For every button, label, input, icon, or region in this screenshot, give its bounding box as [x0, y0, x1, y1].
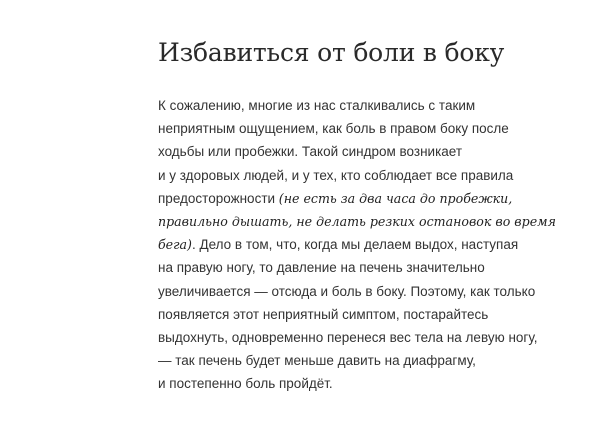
italic-text: бега)	[158, 237, 192, 253]
text-segment: — так печень будет меньше давить на диафрагму,	[158, 353, 476, 369]
italic-text: правильно дышать, не делать резких остановок во время	[158, 214, 556, 230]
paragraph-line	[158, 94, 588, 117]
paragraph-line	[158, 164, 588, 187]
article-title: Избавиться от боли в боку	[158, 38, 505, 67]
paragraph-line	[158, 117, 588, 140]
text-segment: и постепенно боль пройдёт.	[158, 376, 333, 392]
paragraph-line	[158, 326, 588, 349]
text-segment: предосторожности	[158, 190, 279, 206]
text-segment: ходьбы или пробежки. Такой синдром возникает	[158, 144, 463, 160]
text-segment: на правую ногу, то давление на печень значительно	[158, 260, 485, 276]
article	[158, 36, 588, 392]
paragraph-line	[158, 303, 588, 326]
text-segment: К сожалению, многие из нас сталкивались с таким	[158, 98, 476, 113]
paragraph-line	[158, 187, 588, 210]
text-segment: и у здоровых людей, и у тех, кто соблюдает все правила	[158, 167, 514, 183]
paragraph-line	[158, 372, 588, 395]
text-segment: . Дело в том, что, когда мы делаем выдох, наступая	[191, 237, 519, 253]
paragraph-line	[158, 233, 588, 256]
italic-text: (не есть за два часа до пробежки,	[278, 190, 513, 206]
paragraph-line	[158, 280, 588, 303]
paragraph-line	[158, 256, 588, 279]
paragraph-line	[158, 140, 588, 163]
text-segment: выдохнуть, одновременно перенеся вес тела на левую ногу,	[158, 330, 538, 346]
text-segment: появляется этот неприятный симптом, постарайтесь	[158, 306, 489, 322]
text-segment: увеличивается — отсюда и боль в боку. Поэтому, как только	[158, 283, 536, 299]
paragraph-line	[158, 210, 588, 233]
paragraph-line	[158, 349, 588, 372]
article-body	[158, 94, 588, 396]
text-segment: неприятным ощущением, как боль в правом боку после	[158, 121, 509, 137]
